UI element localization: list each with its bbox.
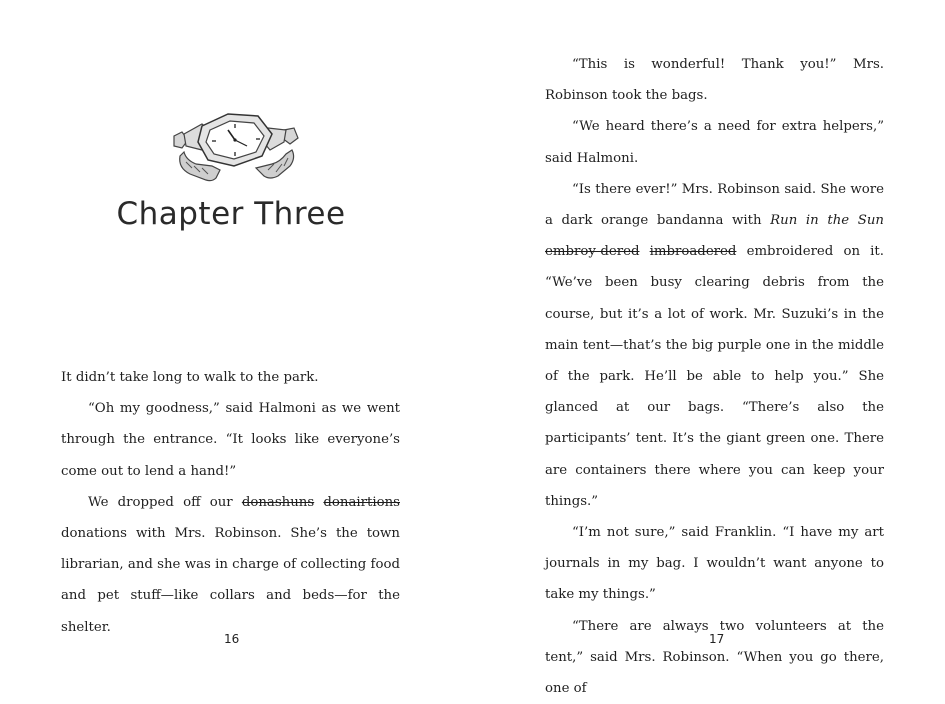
paragraph: “I’m not sure,” said Franklin. “I have my art journals in my bag. I wouldn’t want anyone to take my things.” bbox=[545, 525, 884, 603]
wristwatch-icon bbox=[172, 110, 300, 186]
paragraph-text: We dropped off our bbox=[88, 494, 233, 510]
italic-text: Run in the Sun bbox=[770, 213, 884, 229]
struck-misspelling: donairtions bbox=[323, 494, 400, 510]
page-number: 17 bbox=[709, 632, 725, 646]
left-body-text bbox=[61, 362, 400, 643]
paragraph: “There are always two volunteers at the tent,” said Mrs. Robinson. “When you go there, one of bbox=[545, 618, 884, 697]
struck-misspelling: embroy-dered bbox=[545, 244, 640, 260]
paragraph-text: donations with Mrs. Robinson. She’s the town librarian, and she was in charge of collecting food and pet stuff—like collars and beds—for the shelter. bbox=[61, 526, 400, 635]
paragraph bbox=[61, 487, 400, 643]
paragraph: It didn’t take long to walk to the park. bbox=[61, 370, 319, 385]
page-number: 16 bbox=[224, 632, 240, 646]
paragraph: “We heard there’s a need for extra helpers,” said Halmoni. bbox=[545, 119, 884, 166]
paragraph: “Oh my goodness,” said Halmoni as we went through the entrance. “It looks like everyone’s come out to lend a hand!” bbox=[61, 401, 400, 479]
paragraph bbox=[545, 174, 884, 517]
paragraph: “This is wonderful! Thank you!” Mrs. Robinson took the bags. bbox=[545, 57, 884, 104]
right-body-text bbox=[545, 49, 884, 704]
struck-misspelling: donashuns bbox=[241, 494, 315, 510]
paragraph-text: “Is there ever!” Mrs. Robinson said. She wore a dark orange bandanna with bbox=[545, 181, 884, 229]
right-page bbox=[472, 0, 945, 697]
struck-misspelling: imbroadered bbox=[649, 244, 737, 260]
chapter-title: Chapter Three bbox=[116, 196, 346, 232]
paragraph-text: embroidered on it. “We’ve been busy clearing debris from the course, but it’s a lot of work. Mr. Suzuki’s in the main tent—that’s the big purple one in the middle of the park. He’ll be able to help you.” She glanced at our bags. “There’s also the participants’ tent. It’s the giant green one. There are containers there where you can keep your things.” bbox=[545, 244, 884, 509]
left-page bbox=[0, 0, 472, 687]
